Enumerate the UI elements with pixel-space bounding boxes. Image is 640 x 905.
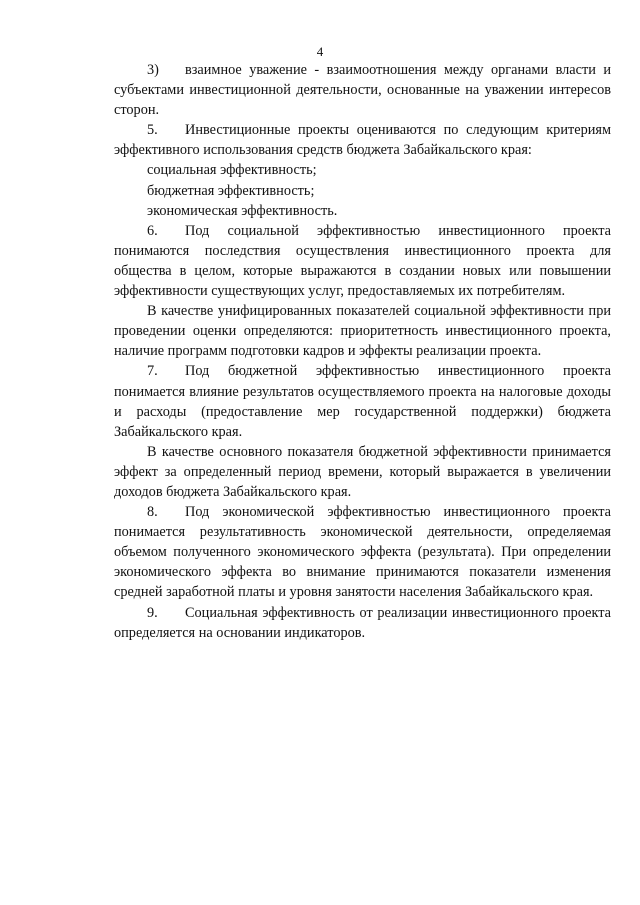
- criteria-list-item: экономическая эффективность.: [147, 202, 338, 219]
- paragraph-number: 5.: [147, 122, 158, 139]
- paragraph-number: 3): [147, 62, 159, 78]
- paragraph-text: Под бюджетной эффективностью инвестиционного проекта понимается влияние результатов осуществляемого проекта на налоговые доходы и расходы (предоставление мер государственной поддержки) бюджета Забайкальского края.: [114, 363, 611, 440]
- paragraph-item-3: [114, 60, 611, 120]
- paragraph-item-9: [114, 603, 611, 643]
- paragraph-text: взаимное уважение - взаимоотношения между органами власти и субъектами инвестиционной деятельности, основанные на уважении интересов сторон.: [114, 62, 611, 119]
- paragraph-text: Под экономической эффективностью инвестиционного проекта понимается результативность экономической деятельности, определяемая объемом полученного экономического эффекта (результата). При определении экономического эффекта во внимание принимаются показатели изменения средней заработной платы и уровня занятости населения Забайкальского края.: [114, 504, 611, 601]
- criteria-list-item: социальная эффективность;: [147, 162, 317, 179]
- paragraph-social-indicators: [114, 301, 611, 361]
- paragraph-text: В качестве основного показателя бюджетной эффективности принимается эффект за определенный период времени, который выражается в увеличении доходов бюджета Забайкальского края.: [114, 443, 611, 500]
- paragraph-text: Инвестиционные проекты оцениваются по следующим критериям эффективного использования средств бюджета Забайкальского края:: [114, 122, 611, 159]
- document-body: [114, 60, 611, 643]
- paragraph-number: 7.: [147, 363, 158, 380]
- paragraph-item-8: [114, 502, 611, 602]
- paragraph-number: 8.: [147, 504, 158, 521]
- paragraph-item-7: [114, 361, 611, 441]
- paragraph-text: В качестве унифицированных показателей социальной эффективности при проведении оценки определяются: приоритетность инвестиционного проекта, наличие программ подготовки кадров и эффекты реализации проекта.: [114, 303, 611, 360]
- paragraph-text: Социальная эффективность от реализации инвестиционного проекта определяется на основании индикаторов.: [114, 604, 611, 641]
- paragraph-text: Под социальной эффективностью инвестиционного проекта понимаются последствия осуществления инвестиционного проекта для общества в целом, которые выражаются в создании новых или повышении эффективности существующих услуг, предоставляемых их потребителям.: [114, 222, 611, 300]
- page-number: 4: [316, 44, 324, 59]
- paragraph-item-5: [114, 120, 611, 160]
- paragraph-budget-indicator: [114, 442, 611, 502]
- paragraph-number: 6.: [147, 222, 158, 239]
- paragraph-item-6: [114, 221, 611, 301]
- criteria-list-item: бюджетная эффективность;: [147, 182, 315, 199]
- paragraph-number: 9.: [147, 604, 158, 621]
